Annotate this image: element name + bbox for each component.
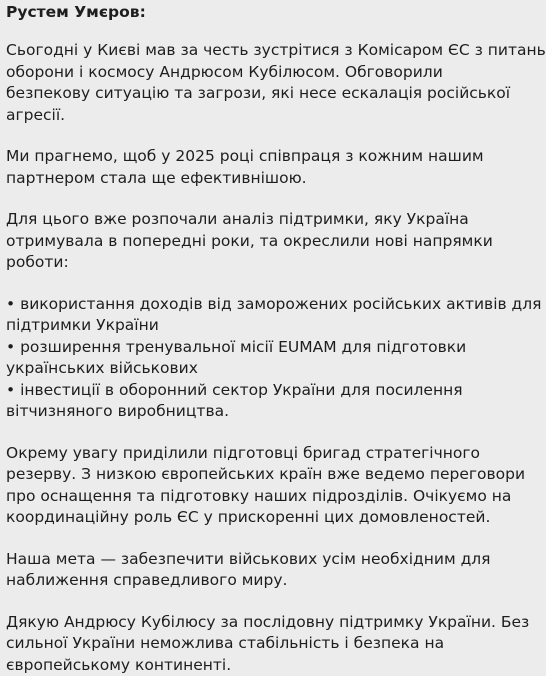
post-paragraph-2: Ми прагнемо, щоб у 2025 році співпраця з кожним нашим партнером стала ще ефективнішою. (6, 146, 460, 189)
post-paragraph-3: Для цього вже розпочали аналіз підтримки, яку Україна отримувала в попередні роки, та окреслили нові напрямки роботи: (6, 209, 460, 274)
post-author: Рустем Умєров: (6, 2, 460, 22)
post-paragraph-7: Дякую Андрюсу Кубілюсу за послідовну підтримку України. Без сильної України неможлива стабільність і безпека на європейському континенті. (6, 612, 460, 676)
post-paragraph-6: Наша мета — забезпечити військових усім необхідним для наближення справедливого миру. (6, 549, 460, 592)
post-card (0, 2, 460, 646)
post-paragraph-1: Сьогодні у Києві мав за честь зустрітися з Комісаром ЄС з питань оборони і космосу Андрюсом Кубілюсом. Обговорили безпекову ситуацію та загрози, які несе ескалація російської агресії. (6, 40, 460, 126)
post-paragraph-5: Окрему увагу приділили підготовці бригад стратегічного резерву. З низкою європейських країн вже ведемо переговори про оснащення та підготовку наших підрозділів. Очікуємо на координаційну роль ЄС у прискоренні цих домовленостей. (6, 443, 460, 529)
post-bullet-list: • використання доходів від заморожених російських активів для підтримки України • розширення тренувальної місії EUMAM для підготовки українських військових • інвестиції в оборонний сектор України для посилення вітчизняного виробництва. (6, 294, 460, 423)
